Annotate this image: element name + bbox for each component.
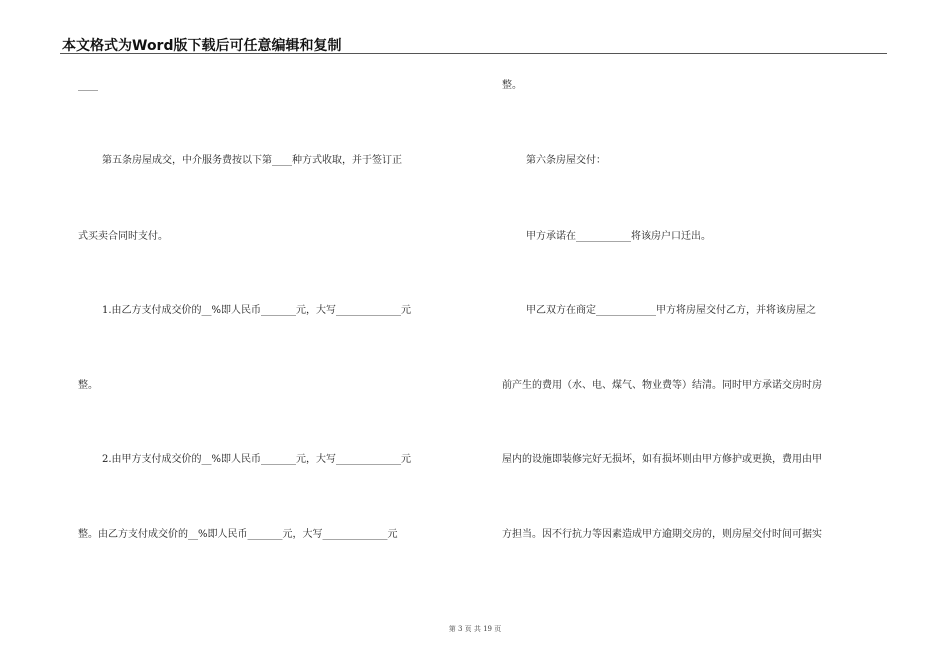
right-line-4: 甲乙双方在商定____________甲方将房屋交付乙方，并将该房屋之 [526, 305, 816, 316]
left-line-6: 2.由甲方支付成交价的__%即人民币_______元，大写_____________元 [102, 454, 412, 465]
right-line-7: 方担当。因不行抗力等因素造成甲方逾期交房的，则房屋交付时间可据实 [502, 529, 822, 540]
right-line-1: 整。 [502, 80, 522, 91]
left-line-1: ____ [78, 80, 98, 91]
header-divider [60, 53, 887, 54]
right-line-2: 第六条房屋交付： [526, 155, 606, 166]
left-line-2: 第五条房屋成交，中介服务费按以下第____种方式收取，并于签订正 [102, 155, 402, 166]
left-line-4: 1.由乙方支付成交价的__%即人民币_______元，大写_____________元 [102, 305, 412, 316]
left-line-3: 式买卖合同时支付。 [78, 231, 168, 242]
left-line-5: 整。 [78, 380, 98, 391]
right-line-6: 屋内的设施即装修完好无损坏，如有损坏则由甲方修护或更换，费用由甲 [502, 454, 822, 465]
page-number-footer: 第 3 页 共 19 页 [448, 625, 502, 633]
right-line-3: 甲方承诺在___________将该房户口迁出。 [526, 231, 711, 242]
right-line-5: 前产生的费用（水、电、煤气、物业费等）结清。同时甲方承诺交房时房 [502, 380, 822, 391]
left-line-7: 整。由乙方支付成交价的__%即人民币_______元，大写_____________元 [78, 529, 398, 540]
document-header-title: 本文格式为Word版下载后可任意编辑和复制 [62, 38, 342, 54]
